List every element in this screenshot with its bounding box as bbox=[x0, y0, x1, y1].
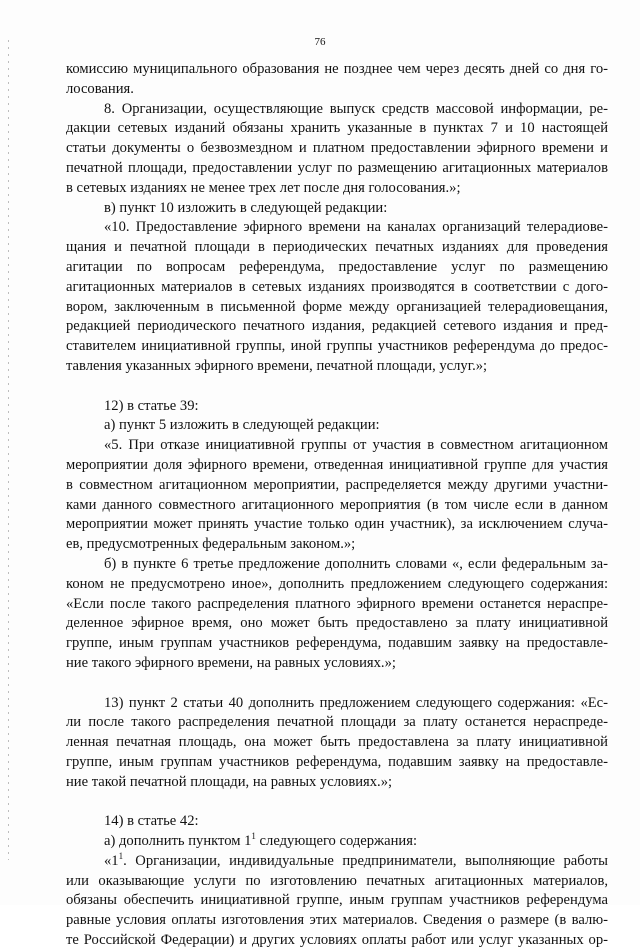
text-line bbox=[66, 100, 608, 120]
line-text: или оказывающие услуги по изготовлению печатных агитационных материалов, bbox=[66, 872, 608, 889]
text-line bbox=[66, 337, 608, 357]
line-text: ние такой печатной площади, на равных условиях.»; bbox=[66, 773, 393, 790]
page-number: 76 bbox=[314, 36, 326, 48]
text-line bbox=[66, 456, 608, 476]
text-line bbox=[66, 515, 608, 535]
line-text: лосования. bbox=[66, 80, 134, 97]
line-text: ли после такого распределения печатной площади за плату останется нераспреде- bbox=[66, 714, 608, 731]
line-text: вором, заключенным в письменной форме между организацией телерадиовещания, bbox=[66, 298, 608, 315]
line-text: ставителем инициативной группы, иной группы участников референдума до предос- bbox=[66, 338, 608, 355]
text-line bbox=[66, 139, 608, 159]
text-line bbox=[66, 852, 608, 872]
text-line bbox=[66, 535, 608, 555]
margin-scan-line bbox=[8, 40, 9, 860]
blank-line bbox=[66, 377, 608, 397]
line-text: дакции сетевых изданий обязаны хранить указанные в пунктах 7 и 10 настоящей bbox=[66, 120, 608, 137]
line-text: 14) в статье 42: bbox=[104, 813, 199, 830]
line-text: в совместном агитационном мероприятии, распределяется между другими участни- bbox=[66, 476, 608, 493]
line-text: в) пункт 10 изложить в следующей редакции: bbox=[104, 199, 388, 216]
line-text: «5. При отказе инициативной группы от участия в совместном агитационном bbox=[104, 437, 608, 454]
superscript-marker: 1 bbox=[251, 831, 256, 842]
line-text: ев, предусмотренных федеральным законом.»; bbox=[66, 536, 356, 553]
text-line bbox=[66, 416, 608, 436]
text-line bbox=[66, 614, 608, 634]
text-line bbox=[66, 476, 608, 496]
text-line bbox=[66, 298, 608, 318]
line-text: 12) в статье 39: bbox=[104, 397, 199, 414]
text-line bbox=[66, 60, 608, 80]
text-line bbox=[66, 694, 608, 714]
line-text: мероприятии доля эфирного времени, отведенная инициативной группе для участия bbox=[66, 456, 608, 473]
text-line bbox=[66, 753, 608, 773]
line-text: 13) пункт 2 статьи 40 дополнить предложением следующего содержания: «Ес- bbox=[104, 694, 608, 711]
line-text: деленное эфирное время, оно может быть предоставлено за плату инициативной bbox=[66, 615, 608, 632]
text-line bbox=[66, 199, 608, 219]
line-text: в сетевых изданиях не менее трех лет после дня голосования.»; bbox=[66, 179, 461, 196]
line-text: ние такого эфирного времени, на равных условиях.»; bbox=[66, 654, 396, 671]
superscript-marker: 1 bbox=[118, 850, 124, 861]
text-line bbox=[66, 733, 608, 753]
text-line bbox=[66, 436, 608, 456]
text-line bbox=[66, 258, 608, 278]
line-text: б) в пункте 6 третье предложение дополнить словами «, если федеральным за- bbox=[104, 555, 608, 572]
line-text: редакцией периодического печатного издания, редакцией сетевого издания и пред- bbox=[66, 318, 608, 335]
text-line bbox=[66, 496, 608, 516]
text-line bbox=[66, 80, 608, 100]
line-text: 8. Организации, осуществляющие выпуск средств массовой информации, ре- bbox=[104, 100, 608, 117]
text-line bbox=[66, 713, 608, 733]
line-text: «Если после такого распределения платного эфирного времени останется нераспре- bbox=[66, 595, 608, 612]
line-text: щания и печатной площади в периодических печатных изданиях для проведения bbox=[66, 239, 608, 256]
text-line bbox=[66, 238, 608, 258]
blank-line bbox=[66, 792, 608, 812]
line-text: агитационных материалов в сетевых изданиях производятся в соответствии с дого- bbox=[66, 278, 608, 295]
line-text: равные условия оплаты изготовления этих материалов. Сведения о размере (в валю- bbox=[66, 912, 608, 929]
document-body bbox=[66, 60, 608, 951]
text-line bbox=[66, 911, 608, 931]
line-text: а) дополнить пунктом 1 bbox=[104, 833, 252, 850]
line-text: обязаны обеспечить инициативной группе, иным группам участников референдума bbox=[66, 892, 608, 909]
line-text: агитации по вопросам референдума, предоставление услуг по размещению bbox=[66, 258, 608, 275]
line-text: ленная печатная площадь, она может быть предоставлена за плату инициативной bbox=[66, 734, 608, 751]
text-line bbox=[66, 317, 608, 337]
text-line bbox=[66, 119, 608, 139]
text-line bbox=[66, 891, 608, 911]
text-line bbox=[66, 555, 608, 575]
text-line bbox=[66, 654, 608, 674]
line-text: статьи документы о безвозмездном и платном предоставлении эфирного времени и bbox=[66, 140, 608, 157]
text-line bbox=[66, 278, 608, 298]
text-line bbox=[66, 179, 608, 199]
text-line bbox=[66, 634, 608, 654]
line-text: а) пункт 5 изложить в следующей редакции: bbox=[104, 417, 380, 434]
line-text: группе, иным группам участников референдума, подавшим заявку на предоставле- bbox=[66, 635, 608, 652]
text-line bbox=[66, 595, 608, 615]
text-line bbox=[66, 931, 608, 951]
text-line bbox=[66, 832, 608, 852]
line-text: «1 bbox=[104, 852, 119, 869]
text-line bbox=[66, 397, 608, 417]
line-text: печатной площади, предоставлении услуг по размещению агитационных материалов bbox=[66, 159, 608, 176]
line-text: группе, иным группам участников референдума, подавшим заявку на предоставле- bbox=[66, 753, 608, 770]
text-line bbox=[66, 159, 608, 179]
text-line bbox=[66, 357, 608, 377]
line-text: те Российской Федерации) и других условиях оплаты работ или услуг указанных ор- bbox=[66, 932, 608, 949]
text-line bbox=[66, 773, 608, 793]
line-text: мероприятии может принять участие только один участник), за исключением случа- bbox=[66, 516, 608, 533]
line-text: ками данного совместного агитационного мероприятия (в том числе если в данном bbox=[66, 496, 608, 513]
text-line bbox=[66, 812, 608, 832]
text-line bbox=[66, 218, 608, 238]
line-text-continuation: следующего содержания: bbox=[255, 833, 418, 850]
line-text-continuation: . Организации, индивидуальные предприниматели, выполняющие работы bbox=[123, 852, 608, 869]
text-line bbox=[66, 872, 608, 892]
line-text: тавления указанных эфирного времени, печатной площади, услуг.»; bbox=[66, 357, 488, 374]
line-text: «10. Предоставление эфирного времени на каналах организаций телерадиове- bbox=[104, 219, 608, 236]
blank-line bbox=[66, 674, 608, 694]
text-line bbox=[66, 575, 608, 595]
line-text: комиссию муниципального образования не позднее чем через десять дней со дня го- bbox=[66, 61, 608, 77]
line-text: коном не предусмотрено иное», дополнить предложением следующего содержания: bbox=[66, 575, 608, 592]
